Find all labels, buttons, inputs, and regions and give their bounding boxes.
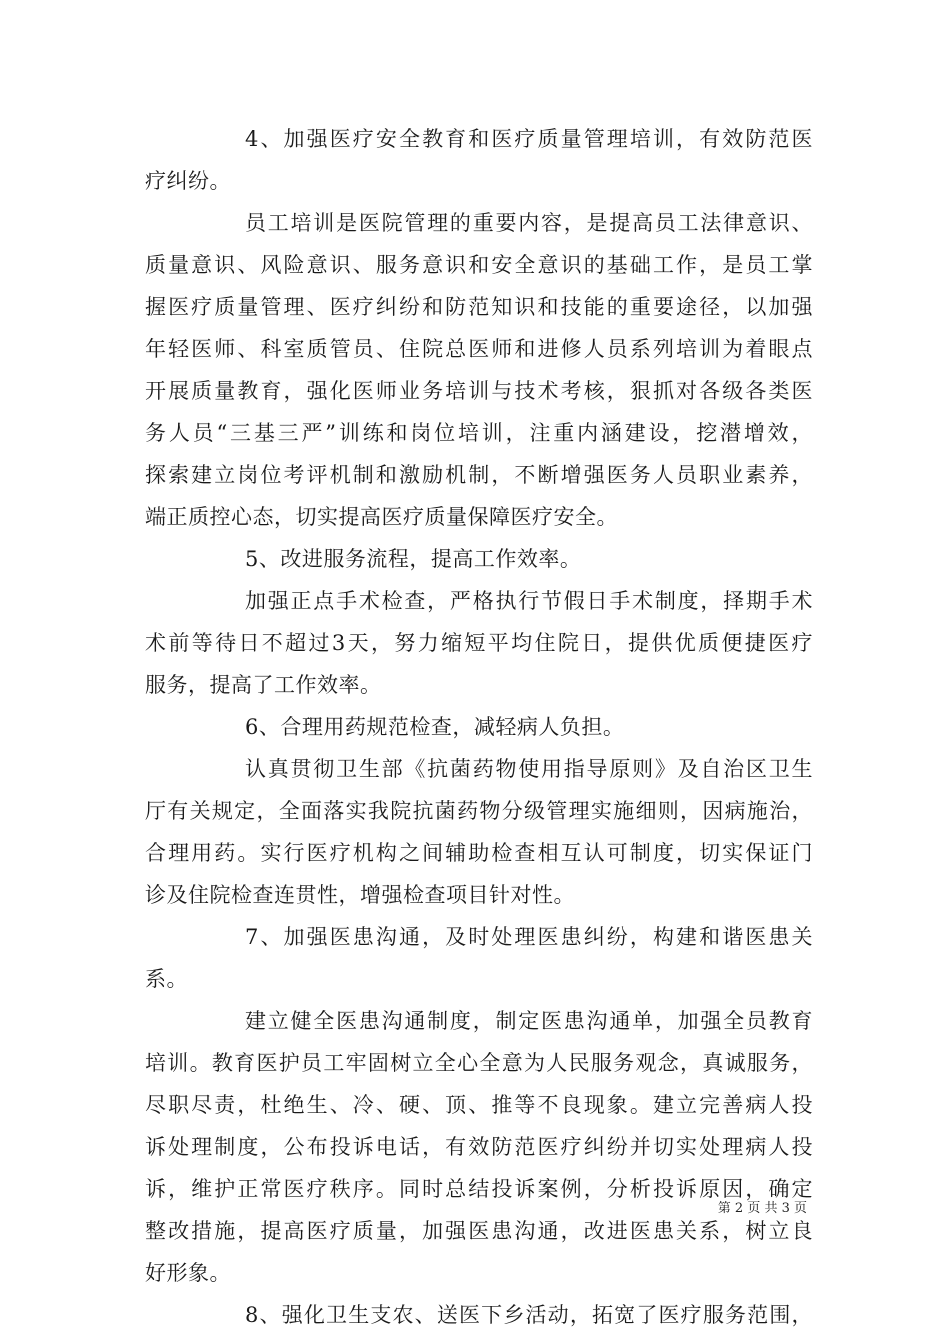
paragraph-heading-5: 5、改进服务流程，提高工作效率。 — [245, 547, 582, 571]
text-line: 好形象。 — [145, 1261, 231, 1285]
text-line: 务人员“三基三严”训练和岗位培训，注重内涵建设，挖潜增效， — [145, 421, 813, 445]
text-line: 合理用药。实行医疗机构之间辅助检查相互认可制度，切实保证门 — [145, 841, 813, 865]
page-number: 第 2 页 共 3 页 — [717, 1201, 807, 1216]
text-line: 质量意识、风险意识、服务意识和安全意识的基础工作，是员工掌 — [145, 253, 813, 277]
text-line: 年轻医师、科室质管员、住院总医师和进修人员系列培训为着眼点 — [145, 337, 813, 361]
text-line: 诊及住院检查连贯性，增强检查项目针对性。 — [145, 883, 575, 907]
paragraph-start: 建立健全医患沟通制度，制定医患沟通单，加强全员教育 — [245, 1009, 813, 1033]
text-line: 系。 — [145, 967, 188, 991]
paragraph-heading-4: 4、加强医疗安全教育和医疗质量管理培训，有效防范医 — [245, 127, 813, 151]
text-line: 培训。教育医护员工牢固树立全心全意为人民服务观念，真诚服务， — [145, 1051, 813, 1075]
text-line: 诉，维护正常医疗秩序。同时总结投诉案例，分析投诉原因，确定 — [145, 1177, 813, 1201]
text-line: 探索建立岗位考评机制和激励机制，不断增强医务人员职业素养， — [145, 463, 813, 487]
text-line: 端正质控心态，切实提高医疗质量保障医疗安全。 — [145, 505, 618, 529]
paragraph-heading-7: 7、加强医患沟通，及时处理医患纠纷，构建和谐医患关 — [245, 925, 813, 949]
text-line: 疗纠纷。 — [145, 169, 231, 193]
paragraph-start: 认真贯彻卫生部《抗菌药物使用指导原则》及自治区卫生 — [245, 757, 813, 781]
paragraph-heading-6: 6、合理用药规范检查，减轻病人负担。 — [245, 715, 625, 739]
text-line: 厅有关规定，全面落实我院抗菌药物分级管理实施细则，因病施治， — [145, 799, 813, 823]
document-body — [145, 118, 813, 1336]
paragraph-start: 加强正点手术检查，严格执行节假日手术制度，择期手术 — [245, 589, 813, 613]
text-line: 术前等待日不超过3天，努力缩短平均住院日，提供优质便捷医疗 — [145, 631, 813, 655]
paragraph-heading-8: 8、强化卫生支农、送医下乡活动，拓宽了医疗服务范围， — [245, 1303, 813, 1327]
text-line: 握医疗质量管理、医疗纠纷和防范知识和技能的重要途径，以加强 — [145, 295, 813, 319]
text-line: 尽职尽责，杜绝生、冷、硬、顶、推等不良现象。建立完善病人投 — [145, 1093, 813, 1117]
text-line: 整改措施，提高医疗质量，加强医患沟通，改进医患关系，树立良 — [145, 1219, 813, 1243]
text-line: 诉处理制度，公布投诉电话，有效防范医疗纠纷并切实处理病人投 — [145, 1135, 813, 1159]
paragraph-start: 员工培训是医院管理的重要内容，是提高员工法律意识、 — [245, 211, 813, 235]
text-line: 开展质量教育，强化医师业务培训与技术考核，狠抓对各级各类医 — [145, 379, 813, 403]
text-line: 服务，提高了工作效率。 — [145, 673, 382, 697]
